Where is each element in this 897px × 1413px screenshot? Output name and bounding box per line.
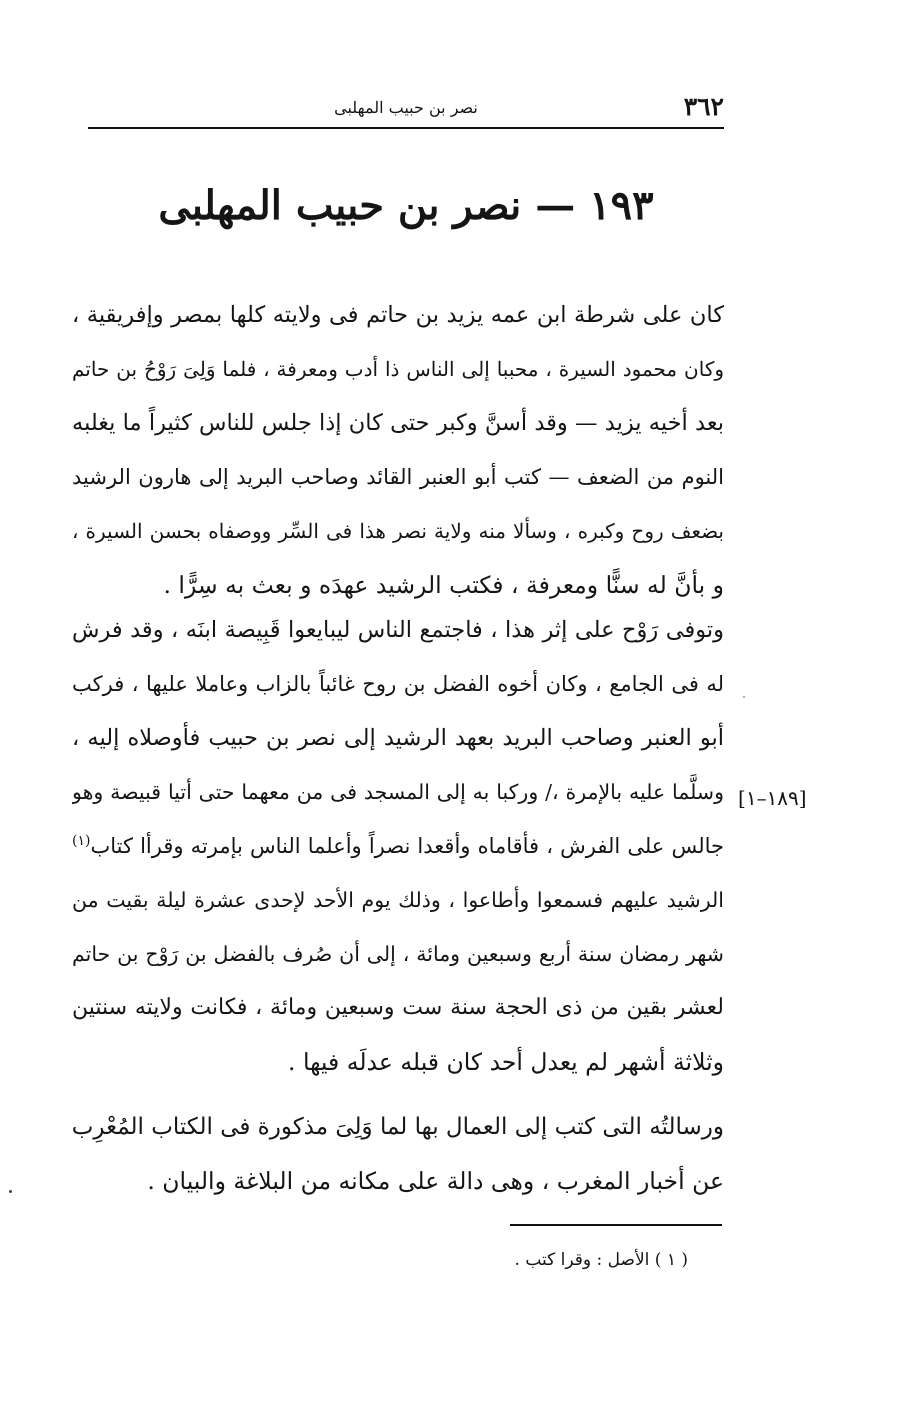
scan-speck xyxy=(743,696,745,698)
scan-speck xyxy=(9,1190,12,1193)
text-line: شهر رمضان سنة أربع وسبعين ومائة ، إلى أن صُرف بالفضل بن رَوْح بن حاتم xyxy=(72,942,724,966)
running-header xyxy=(88,92,724,126)
footnote: ( ١ ) الأصل : وقرا كتب . xyxy=(514,1250,688,1270)
text-line: و بأنَّ له سنًّا ومعرفة ، فكتب الرشيد عهدَه و بعث به سِرًّا . xyxy=(163,571,724,599)
paragraph-3 xyxy=(72,1100,724,1208)
footnote-marker: (١) xyxy=(72,833,91,849)
text-line: أبو العنبر وصاحب البريد بعهد الرشيد إلى نصر بن حبيب فأوصلاه إليه ، xyxy=(72,725,724,751)
chapter-title: ١٩٣ — نصر بن حبيب المهلبى xyxy=(158,182,654,229)
text-line-with-footnote xyxy=(72,819,724,873)
text-line: وسلَّما عليه بالإمرة ،/ وركبا به إلى المسجد فى من معهما حتى أتيا قبيصة وهو xyxy=(72,780,724,804)
text-line: ورسالتُه التى كتب إلى العمال بها لما وَلِىَ مذكورة فى الكتاب المُعْرِب xyxy=(72,1114,724,1140)
page-number: ٣٦٢ xyxy=(683,92,724,121)
text-line: وتوفى رَوْح على إثر هذا ، فاجتمع الناس ليبايعوا قَبِيصة ابنَه ، وقد فرش xyxy=(72,617,724,643)
text-line: النوم من الضعف — كتب أبو العنبر القائد وصاحب البريد إلى هارون الرشيد xyxy=(72,465,724,489)
text-line: الرشيد عليهم فسمعوا وأطاعوا ، وذلك يوم الأحد لإحدى عشرة ليلة بقيت من xyxy=(72,888,724,912)
text-line: كان على شرطة ابن عمه يزيد بن حاتم فى ولايته كلها بمصر وإفريقية ، xyxy=(72,302,724,328)
footnote-rule xyxy=(510,1224,722,1226)
text-line: وثلاثة أشهر لم يعدل أحد كان قبله عدلَه فيها . xyxy=(288,1048,724,1076)
running-title: نصر بن حبيب المهلبى xyxy=(334,98,478,117)
paragraph-2 xyxy=(72,603,724,1089)
text-line-content: جالس على الفرش ، فأقاماه وأقعدا نصراً وأعلما الناس بإمرته وقرأا كتاب xyxy=(90,834,724,858)
header-rule xyxy=(88,127,724,129)
text-line: وكان محمود السيرة ، محببا إلى الناس ذا أدب ومعرفة ، فلما وَلِىَ رَوْحُ بن حاتم xyxy=(72,357,724,381)
text-line: عن أخبار المغرب ، وهى دالة على مكانه من البلاغة والبيان . xyxy=(147,1167,724,1195)
text-line: بضعف روح وكبره ، وسألا منه ولاية نصر هذا فى السِّر ووصفاه بحسن السيرة ، xyxy=(72,519,724,543)
text-line: بعد أخيه يزيد — وقد أسنَّ وكبر حتى كان إذا جلس للناس كثيراً ما يغلبه xyxy=(72,410,724,436)
paragraph-1 xyxy=(72,288,724,612)
text-line: له فى الجامع ، وكان أخوه الفضل بن روح غائباً بالزاب وعاملا عليها ، فركب xyxy=(72,672,724,696)
text-line: لعشر بقين من ذى الحجة سنة ست وسبعين ومائة ، فكانت ولايته سنتين xyxy=(72,995,724,1020)
margin-reference: [١٨٩–١] xyxy=(738,786,807,810)
